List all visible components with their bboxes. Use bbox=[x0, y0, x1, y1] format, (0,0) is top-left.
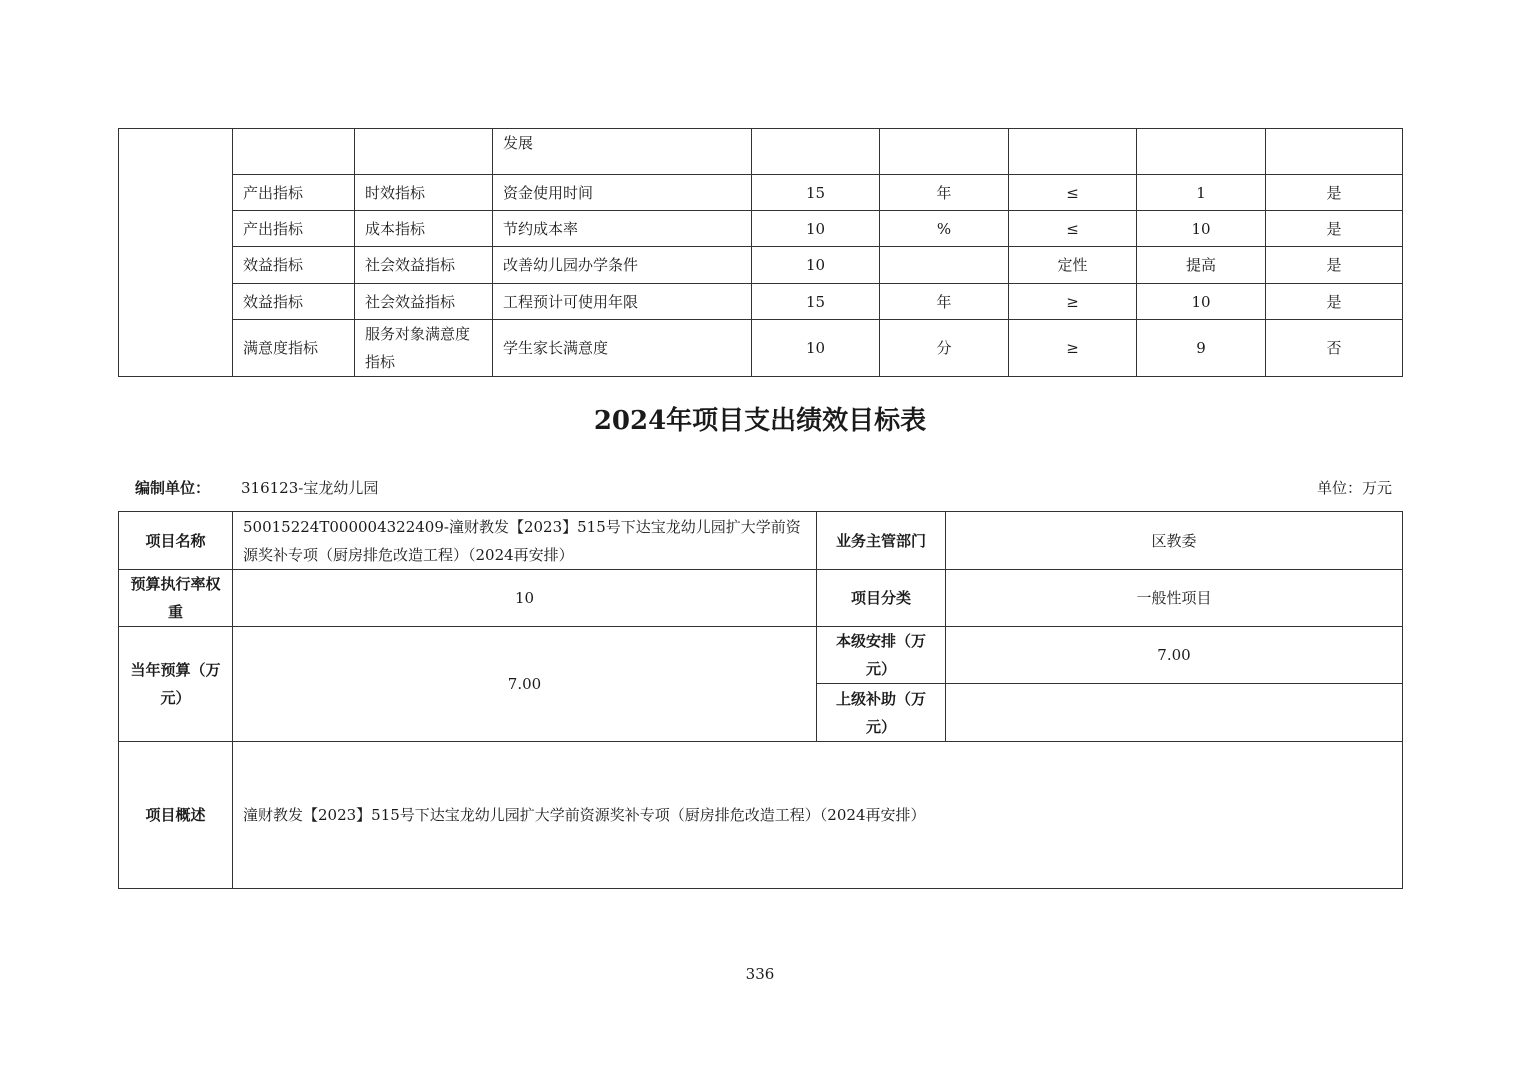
level1-indicator: 产出指标 bbox=[233, 175, 355, 211]
overview-label: 项目概述 bbox=[119, 742, 233, 889]
level3-indicator: 节约成本率 bbox=[493, 211, 752, 247]
project-name-value: 50015224T000004322409-潼财教发【2023】515号下达宝龙幼儿园扩大学前资源奖补专项（厨房排危改造工程）（2024再安排） bbox=[233, 512, 817, 570]
level3-indicator: 改善幼儿园办学条件 bbox=[493, 247, 752, 284]
annual-budget-label: 当年预算（万元） bbox=[119, 627, 233, 742]
weight-cell: 10 bbox=[752, 320, 880, 377]
core-cell: 是 bbox=[1266, 175, 1403, 211]
unit-value: 316123-宝龙幼儿园 bbox=[241, 479, 379, 497]
unit-cell: 分 bbox=[880, 320, 1009, 377]
exec-weight-value: 10 bbox=[233, 570, 817, 627]
operator-cell: ≤ bbox=[1009, 175, 1137, 211]
level2-indicator: 社会效益指标 bbox=[355, 247, 493, 284]
value-cell: 提高 bbox=[1137, 247, 1266, 284]
operator-cell: 定性 bbox=[1009, 247, 1137, 284]
value-cell: 10 bbox=[1137, 211, 1266, 247]
operator-cell: ≥ bbox=[1009, 320, 1137, 377]
level2-indicator: 成本指标 bbox=[355, 211, 493, 247]
performance-target-table bbox=[118, 511, 1403, 889]
unit-cell bbox=[880, 247, 1009, 284]
level3-indicator: 学生家长满意度 bbox=[493, 320, 752, 377]
annual-budget-value: 7.00 bbox=[233, 627, 817, 742]
page-title: 2024年项目支出绩效目标表 bbox=[593, 406, 927, 436]
core-cell: 否 bbox=[1266, 320, 1403, 377]
category-label: 项目分类 bbox=[817, 570, 946, 627]
core-cell: 是 bbox=[1266, 247, 1403, 284]
indicator-table bbox=[118, 128, 1403, 377]
weight-cell: 10 bbox=[752, 247, 880, 284]
table-row bbox=[119, 512, 1403, 570]
level1-indicator: 效益指标 bbox=[233, 284, 355, 320]
dept-value: 区教委 bbox=[946, 512, 1403, 570]
core-cell: 是 bbox=[1266, 284, 1403, 320]
level2-indicator: 社会效益指标 bbox=[355, 284, 493, 320]
weight-cell: 15 bbox=[752, 284, 880, 320]
cell-text: 发展 bbox=[493, 129, 752, 175]
project-name-label: 项目名称 bbox=[119, 512, 233, 570]
table-row bbox=[119, 129, 1403, 175]
upper-subsidy-label: 上级补助（万元） bbox=[817, 684, 946, 742]
local-arrangement-label: 本级安排（万元） bbox=[817, 627, 946, 684]
category-value: 一般性项目 bbox=[946, 570, 1403, 627]
value-cell: 1 bbox=[1137, 175, 1266, 211]
table-row bbox=[119, 570, 1403, 627]
merged-blank-cell bbox=[119, 129, 233, 377]
level1-indicator: 产出指标 bbox=[233, 211, 355, 247]
table-row bbox=[119, 627, 1403, 684]
dept-label: 业务主管部门 bbox=[817, 512, 946, 570]
value-cell: 10 bbox=[1137, 284, 1266, 320]
table-row bbox=[119, 284, 1403, 320]
level3-indicator: 工程预计可使用年限 bbox=[493, 284, 752, 320]
unit-cell: % bbox=[880, 211, 1009, 247]
upper-subsidy-value bbox=[946, 684, 1403, 742]
overview-value: 潼财教发【2023】515号下达宝龙幼儿园扩大学前资源奖补专项（厨房排危改造工程）（2024再安排） bbox=[233, 742, 1403, 889]
unit-cell: 年 bbox=[880, 284, 1009, 320]
level3-indicator: 资金使用时间 bbox=[493, 175, 752, 211]
value-cell: 9 bbox=[1137, 320, 1266, 377]
level1-indicator: 满意度指标 bbox=[233, 320, 355, 377]
table-row bbox=[119, 742, 1403, 889]
unit-label: 编制单位： bbox=[135, 479, 211, 497]
table-row bbox=[119, 320, 1403, 377]
page-number: 336 bbox=[745, 965, 775, 983]
weight-cell: 15 bbox=[752, 175, 880, 211]
core-cell: 是 bbox=[1266, 211, 1403, 247]
level1-indicator: 效益指标 bbox=[233, 247, 355, 284]
table-row bbox=[119, 247, 1403, 284]
operator-cell: ≤ bbox=[1009, 211, 1137, 247]
table-row bbox=[119, 211, 1403, 247]
weight-cell: 10 bbox=[752, 211, 880, 247]
operator-cell: ≥ bbox=[1009, 284, 1137, 320]
exec-weight-label: 预算执行率权重 bbox=[119, 570, 233, 627]
local-arrangement-value: 7.00 bbox=[946, 627, 1403, 684]
unit-cell: 年 bbox=[880, 175, 1009, 211]
level2-indicator: 服务对象满意度指标 bbox=[355, 320, 493, 377]
level2-indicator: 时效指标 bbox=[355, 175, 493, 211]
currency-label: 单位：万元 bbox=[1316, 479, 1392, 497]
table-row bbox=[119, 175, 1403, 211]
